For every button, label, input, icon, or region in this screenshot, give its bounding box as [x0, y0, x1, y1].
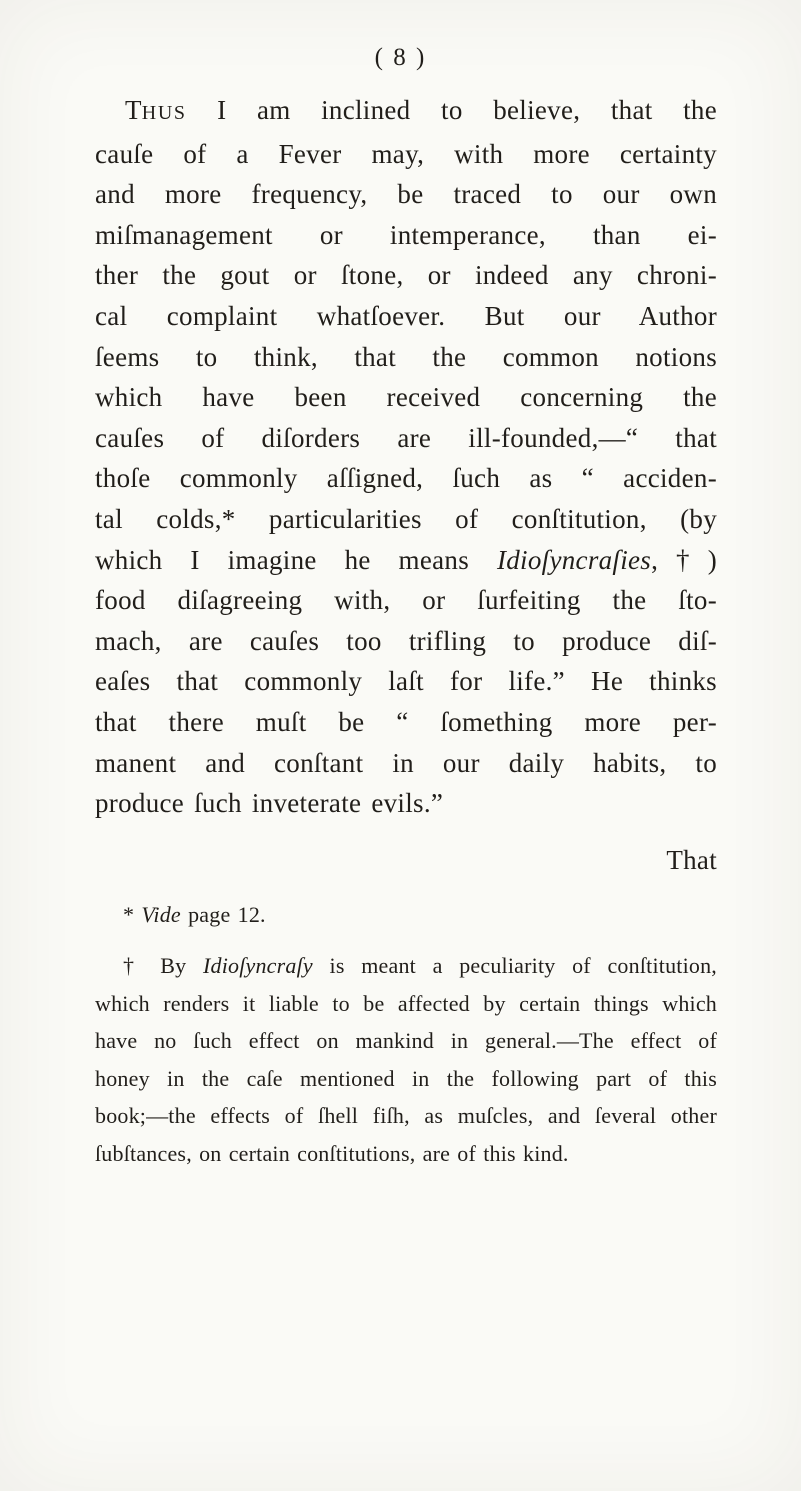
text-segment: HUS: [141, 102, 187, 124]
text-segment: ſeems to think, that the common notions: [95, 341, 717, 372]
text-segment: which renders it liable to be affected by certain things which: [95, 990, 717, 1016]
text-line: [95, 1097, 717, 1135]
text-line: [95, 296, 717, 337]
text-line: [95, 947, 717, 985]
text-segment: ther the gout or ſtone, or indeed any chroni-: [95, 260, 717, 291]
text-line: [95, 134, 717, 175]
text-line: [95, 337, 717, 378]
text-segment: *: [123, 902, 142, 927]
page-number: ( 8 ): [374, 44, 427, 71]
text-segment: tal colds,* particularities of conſtitution, (by: [95, 503, 717, 534]
text-segment: ,†): [651, 544, 717, 575]
catchword: That: [666, 845, 717, 875]
footnote-asterisk: [95, 896, 717, 934]
text-segment: mach, are cauſes too trifling to produce diſ-: [95, 625, 717, 656]
text-line: [95, 896, 717, 934]
text-segment: I am inclined to believe, that the: [186, 95, 717, 125]
text-segment: page 12.: [180, 902, 266, 927]
text-line: [95, 458, 717, 499]
text-line: [95, 90, 717, 134]
text-segment: ſubſtances, on certain conſtitutions, are of this kind.: [95, 1140, 569, 1166]
footnote-dagger: [95, 947, 717, 1172]
text-segment: Idioſyncraſy: [202, 953, 313, 978]
text-line: [95, 702, 717, 743]
text-segment: thoſe commonly aſſigned, ſuch as “ acciden-: [95, 463, 717, 494]
text-segment: that there muſt be “ ſomething more per-: [95, 706, 717, 737]
text-segment: which I imagine he means: [95, 544, 497, 575]
text-line: [95, 783, 717, 824]
text-segment: Vide: [141, 902, 181, 927]
text-line: [95, 540, 717, 581]
text-line: [95, 499, 717, 540]
text-line: [95, 580, 717, 621]
text-segment: Idioſyncraſies: [496, 544, 652, 575]
text-segment: have no ſuch effect on mankind in general.—The effect of: [95, 1028, 717, 1053]
text-line: [95, 255, 717, 296]
text-line: [95, 418, 717, 459]
text-segment: food diſagreeing with, or ſurfeiting the ſto-: [95, 585, 717, 616]
text-segment: book;—the effects of ſhell fiſh, as muſcles, and ſeveral other: [95, 1103, 717, 1128]
text-line: [95, 1135, 717, 1173]
text-segment: manent and conſtant in our daily habits, to: [95, 747, 717, 778]
text-line: [95, 743, 717, 784]
text-segment: which have been received concerning the: [95, 382, 717, 413]
text-line: [95, 621, 717, 662]
text-line: [95, 1022, 717, 1060]
body-text: [95, 90, 717, 824]
text-segment: miſmanagement or intemperance, than ei-: [95, 219, 717, 250]
text-line: [95, 174, 717, 215]
text-segment: T: [125, 95, 142, 125]
text-segment: honey in the caſe mentioned in the following part of this: [95, 1065, 717, 1091]
text-segment: cauſe of a Fever may, with more certainty: [95, 138, 717, 169]
text-segment: cal complaint whatſoever. But our Author: [95, 300, 717, 331]
text-segment: † By: [123, 953, 203, 978]
text-segment: eaſes that commonly laſt for life.” He thinks: [95, 666, 717, 697]
text-line: [95, 377, 717, 418]
text-line: [95, 661, 717, 702]
text-segment: produce ſuch inveterate evils.”: [95, 788, 444, 819]
text-segment: cauſes of diſorders are ill-founded,—“ that: [95, 422, 717, 453]
text-line: [95, 215, 717, 256]
text-line: [95, 1060, 717, 1098]
text-line: [95, 985, 717, 1023]
text-segment: and more frequency, be traced to our own: [95, 179, 717, 210]
text-segment: is meant a peculiarity of conſtitution,: [312, 953, 717, 978]
